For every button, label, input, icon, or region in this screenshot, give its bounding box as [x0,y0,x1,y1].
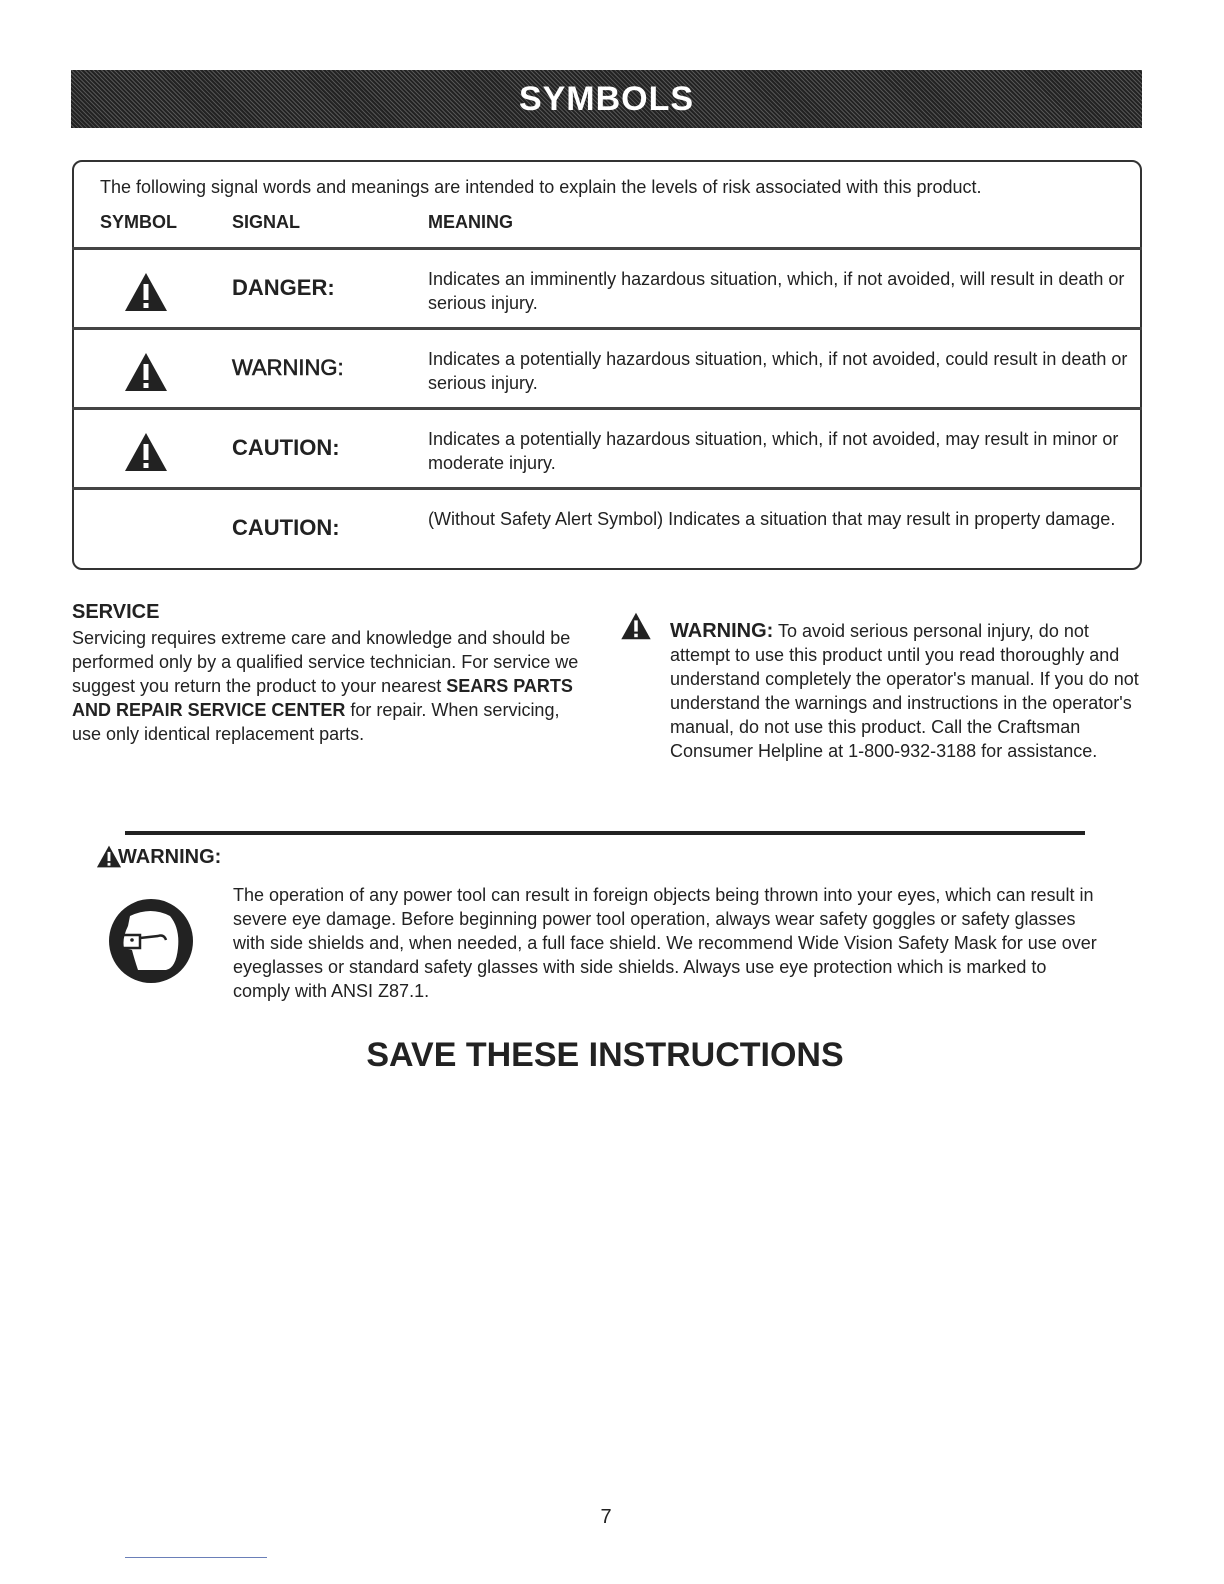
footer-rule [125,1557,267,1558]
table-row [72,487,1142,568]
warning-text: To avoid serious personal injury, do not attempt to use this product until you read thoroughly and understand completely the operator's manual. If you do not understand the warnings and instructions in the operator's manual, do not use this product. Call the Craftsman Consumer Helpline at 1-800-932-3188 for assistance. [670,621,1139,761]
divider [125,831,1085,835]
signal-meaning: (Without Safety Alert Symbol) Indicates a situation that may result in property damage. [428,509,1116,529]
read-manual-warning [670,619,1145,763]
eye-warning-label: WARNING: [118,846,222,868]
safety-alert-icon [124,352,168,392]
safety-alert-icon [124,432,168,472]
signal-word: WARNING: [232,355,344,380]
symbols-banner [71,70,1142,128]
signal-word: CAUTION: [232,435,340,460]
service-text-part: for repair. When servicing, use only identical replacement parts. [72,700,560,744]
signal-meaning: Indicates a potentially hazardous situation, which, if not avoided, may result in minor or moderate injury. [428,429,1119,473]
safety-alert-icon [620,612,652,640]
signal-word: CAUTION: [232,515,340,540]
service-text-part: Servicing requires extreme care and knowledge and should be performed only by a qualified service technician. For service we suggest you return the product to your nearest [72,628,579,696]
save-instructions-title: SAVE THESE INSTRUCTIONS [366,1036,844,1074]
eye-warning-text: The operation of any power tool can result in foreign objects being thrown into your eyes, which can result in severe eye damage. Before beginning power tool operation, always wear safety goggles or safety glasses with side shields and, when needed, a full face shield. We recommend Wide Vision Safety Mask for use over eyeglasses or standard safety glasses with side shields. Always use eye protection which is marked to comply with ANSI Z87.1. [233,885,1097,1001]
page-number: 7 [600,1506,612,1528]
service-center-name: SEARS PARTS AND REPAIR SERVICE CENTER [72,676,573,720]
intro-text: The following signal words and meanings are intended to explain the levels of risk associated with this product. [100,177,982,197]
column-meaning: MEANING [428,212,513,232]
signal-meaning: Indicates an imminently hazardous situation, which, if not avoided, will result in death or serious injury. [428,269,1125,313]
table-row [72,247,1142,328]
table-row [72,327,1142,408]
service-text [72,626,592,746]
column-symbol: SYMBOL [100,212,178,232]
signal-meaning: Indicates a potentially hazardous situation, which, if not avoided, could result in death or serious injury. [428,349,1128,393]
signal-word: DANGER: [232,275,335,300]
banner-title: SYMBOLS [518,79,695,118]
column-signal: SIGNAL [232,212,301,232]
safety-alert-icon [124,272,168,312]
warning-label: WARNING: [670,620,774,642]
service-heading: SERVICE [72,601,160,623]
eye-protection-icon [108,898,194,984]
table-row [72,407,1142,488]
